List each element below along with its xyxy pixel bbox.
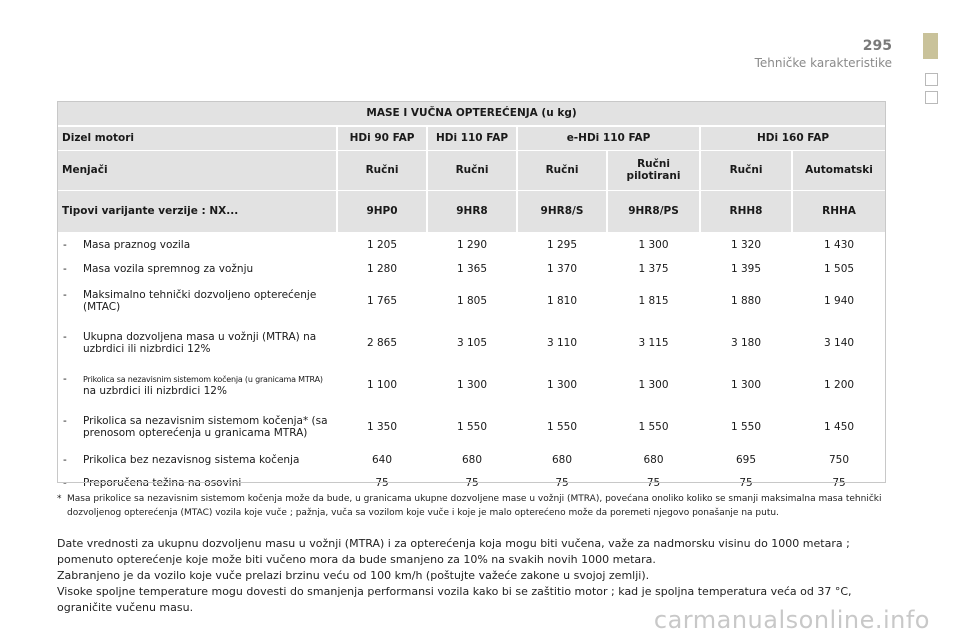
type-header: 9HP0 xyxy=(337,190,427,232)
table-cell: 695 xyxy=(735,454,757,466)
table-cell: 1 300 xyxy=(638,239,669,252)
row-label: Prikolica sa nezavisnim sistemom kočenja* (sa prenosom opterećenja u granicama MTRA) xyxy=(83,415,328,439)
table-cell: 1 280 xyxy=(366,263,398,275)
footnote-text: Masa prikolice sa nezavisnim sistemom kočenja može da bude, u granicama ukupne dozvoljene mase u vožnji (MTRA), povećana onoliko koliko se smanji maksimalna masa tehnički dozvoljenog opterećenja (MTAC) vozila koje vuče ; pažnja, vuča sa vozilom koje vuče i koje je malo opterećeno može da poremeti njegovo ponašanje na putu. xyxy=(67,494,882,518)
type-header: RHHA xyxy=(792,190,886,232)
table-cell: 3 115 xyxy=(638,337,669,349)
table-cell: 1 300 xyxy=(638,379,669,391)
table-row xyxy=(57,322,886,364)
table-row xyxy=(57,258,886,280)
table-title: MASE I VUČNA OPTEREĆENJA (u kg) xyxy=(57,101,886,126)
table-cell: 1 550 xyxy=(638,421,669,433)
table-cell: 1 550 xyxy=(546,421,578,433)
table-cell: 1 200 xyxy=(824,379,855,391)
row-dash: - xyxy=(63,477,67,489)
table-cell: 2 865 xyxy=(366,337,398,349)
row-label: Prikolica bez nezavisnog sistema kočenja xyxy=(83,454,300,466)
table-cell: 3 140 xyxy=(824,337,855,349)
chapter-tab-empty-1 xyxy=(925,73,938,86)
row-label: na uzbrdici ili nizbrdici 12% xyxy=(83,385,227,397)
table-cell: 1 295 xyxy=(546,239,578,252)
row-dash: - xyxy=(63,415,67,427)
table-row xyxy=(57,364,886,406)
table-cell: 1 550 xyxy=(730,421,762,433)
table-cell: 750 xyxy=(829,454,850,466)
row-dash: - xyxy=(63,331,67,343)
footnote xyxy=(57,492,887,520)
page-number: 295 xyxy=(862,38,892,54)
table-row xyxy=(57,280,886,322)
types-label: Tipovi varijante verzije : NX... xyxy=(57,190,337,232)
row-label: Preporučena težina na osovini xyxy=(83,477,242,489)
gearbox-header: Ručni xyxy=(700,150,792,190)
table-cell: 3 105 xyxy=(456,337,488,349)
body-text xyxy=(57,536,887,616)
table-cell: 1 550 xyxy=(456,421,488,433)
row-dash: - xyxy=(63,239,67,252)
row-dash: - xyxy=(63,454,67,466)
table-cell: 3 180 xyxy=(730,337,762,349)
gearbox-header: Ručni pilotirani xyxy=(607,150,700,190)
paragraph: Date vrednosti za ukupnu dozvoljenu masu u vožnji (MTRA) i za opterećenja koja mogu biti vučena, važe za nadmorsku visinu do 1000 metara ; pomenuto opterećenje koje može biti vučeno mora da bude smanjeno za 10% na svakih novih 1000 metara. xyxy=(57,537,850,566)
gearbox-label: Menjači xyxy=(57,150,337,190)
row-label: Ukupna dozvoljena masa u vožnji (MTRA) na uzbrdici ili nizbrdici 12% xyxy=(83,331,317,355)
table-cell: 75 xyxy=(375,477,389,489)
row-label: Masa praznog vozila xyxy=(83,239,191,252)
table-cell: 1 940 xyxy=(824,295,855,307)
chapter-tab-marker xyxy=(928,60,933,65)
table-row xyxy=(57,472,886,494)
section-title: Tehničke karakteristike xyxy=(754,56,892,70)
table-cell: 1 765 xyxy=(366,295,398,307)
table-cell: 1 375 xyxy=(638,263,669,275)
table-cell: 1 815 xyxy=(638,295,669,307)
gearbox-header: Ručni xyxy=(517,150,607,190)
table-cell: 1 370 xyxy=(546,263,578,275)
table-cell: 75 xyxy=(555,477,569,489)
table-cell: 75 xyxy=(832,477,846,489)
engine-header: HDi 90 FAP xyxy=(337,126,427,150)
row-dash: - xyxy=(63,263,67,275)
table-cell: 1 300 xyxy=(730,379,762,391)
table-cell: 1 805 xyxy=(456,295,488,307)
table-cell: 1 810 xyxy=(546,295,578,307)
table-cell: 1 205 xyxy=(366,239,398,252)
row-label: Maksimalno tehnički dozvoljeno opterećenje (MTAC) xyxy=(83,289,317,313)
table-cell: 1 320 xyxy=(730,239,762,252)
table-cell: 1 300 xyxy=(456,379,488,391)
footnote-star: * xyxy=(57,494,62,504)
table-cell: 75 xyxy=(646,477,661,489)
paragraph: Zabranjeno je da vozilo koje vuče prelazi brzinu veću od 100 km/h (poštujte važeće zakone u svojoj zemlji). xyxy=(57,569,650,582)
mass-table xyxy=(57,101,887,494)
table-cell: 75 xyxy=(465,477,479,489)
engine-header: e-HDi 110 FAP xyxy=(517,126,700,150)
row-label-small: Prikolica sa nezavisnim sistemom kočenja (u granicama MTRA) xyxy=(83,375,323,384)
table-row xyxy=(57,232,886,258)
table-cell: 640 xyxy=(371,454,393,466)
table-cell: 680 xyxy=(551,454,573,466)
table-cell: 75 xyxy=(739,477,753,489)
engine-header: HDi 160 FAP xyxy=(700,126,886,150)
row-label: Masa vozila spremnog za vožnju xyxy=(83,263,254,275)
table-cell: 1 100 xyxy=(366,379,398,391)
gearbox-header: Ručni xyxy=(427,150,517,190)
table-row xyxy=(57,406,886,448)
gearbox-header: Ručni xyxy=(337,150,427,190)
chapter-tab-active xyxy=(923,33,938,59)
table-cell: 1 290 xyxy=(456,239,488,252)
type-header: 9HR8/S xyxy=(517,190,607,232)
table-cell: 1 395 xyxy=(730,263,762,275)
table-cell: 680 xyxy=(461,454,483,466)
row-dash: - xyxy=(63,373,67,385)
table-cell: 680 xyxy=(643,454,664,466)
table-cell: 1 350 xyxy=(366,421,398,433)
engine-header: HDi 110 FAP xyxy=(427,126,517,150)
type-header: 9HR8/PS xyxy=(607,190,700,232)
paragraph: Visoke spoljne temperature mogu dovesti do smanjenja performansi vozila kako bi se zaštitio motor ; kad je spoljna temperatura veća od 37 °C, ograničite vučenu masu. xyxy=(57,585,852,614)
table-cell: 1 300 xyxy=(546,379,578,391)
type-header: RHH8 xyxy=(700,190,792,232)
table-cell: 1 505 xyxy=(824,263,855,275)
table-cell: 1 365 xyxy=(456,263,488,275)
row-dash: - xyxy=(63,289,67,301)
table-cell: 1 880 xyxy=(730,295,762,307)
engines-label: Dizel motori xyxy=(57,126,337,150)
chapter-tab-empty-2 xyxy=(925,91,938,104)
table-row xyxy=(57,448,886,472)
gearbox-header: Automatski xyxy=(792,150,886,190)
watermark: carmanualsonline.info xyxy=(653,606,930,634)
type-header: 9HR8 xyxy=(427,190,517,232)
table-cell: 3 110 xyxy=(546,337,578,349)
table-cell: 1 450 xyxy=(824,421,855,433)
table-cell: 1 430 xyxy=(824,239,855,252)
